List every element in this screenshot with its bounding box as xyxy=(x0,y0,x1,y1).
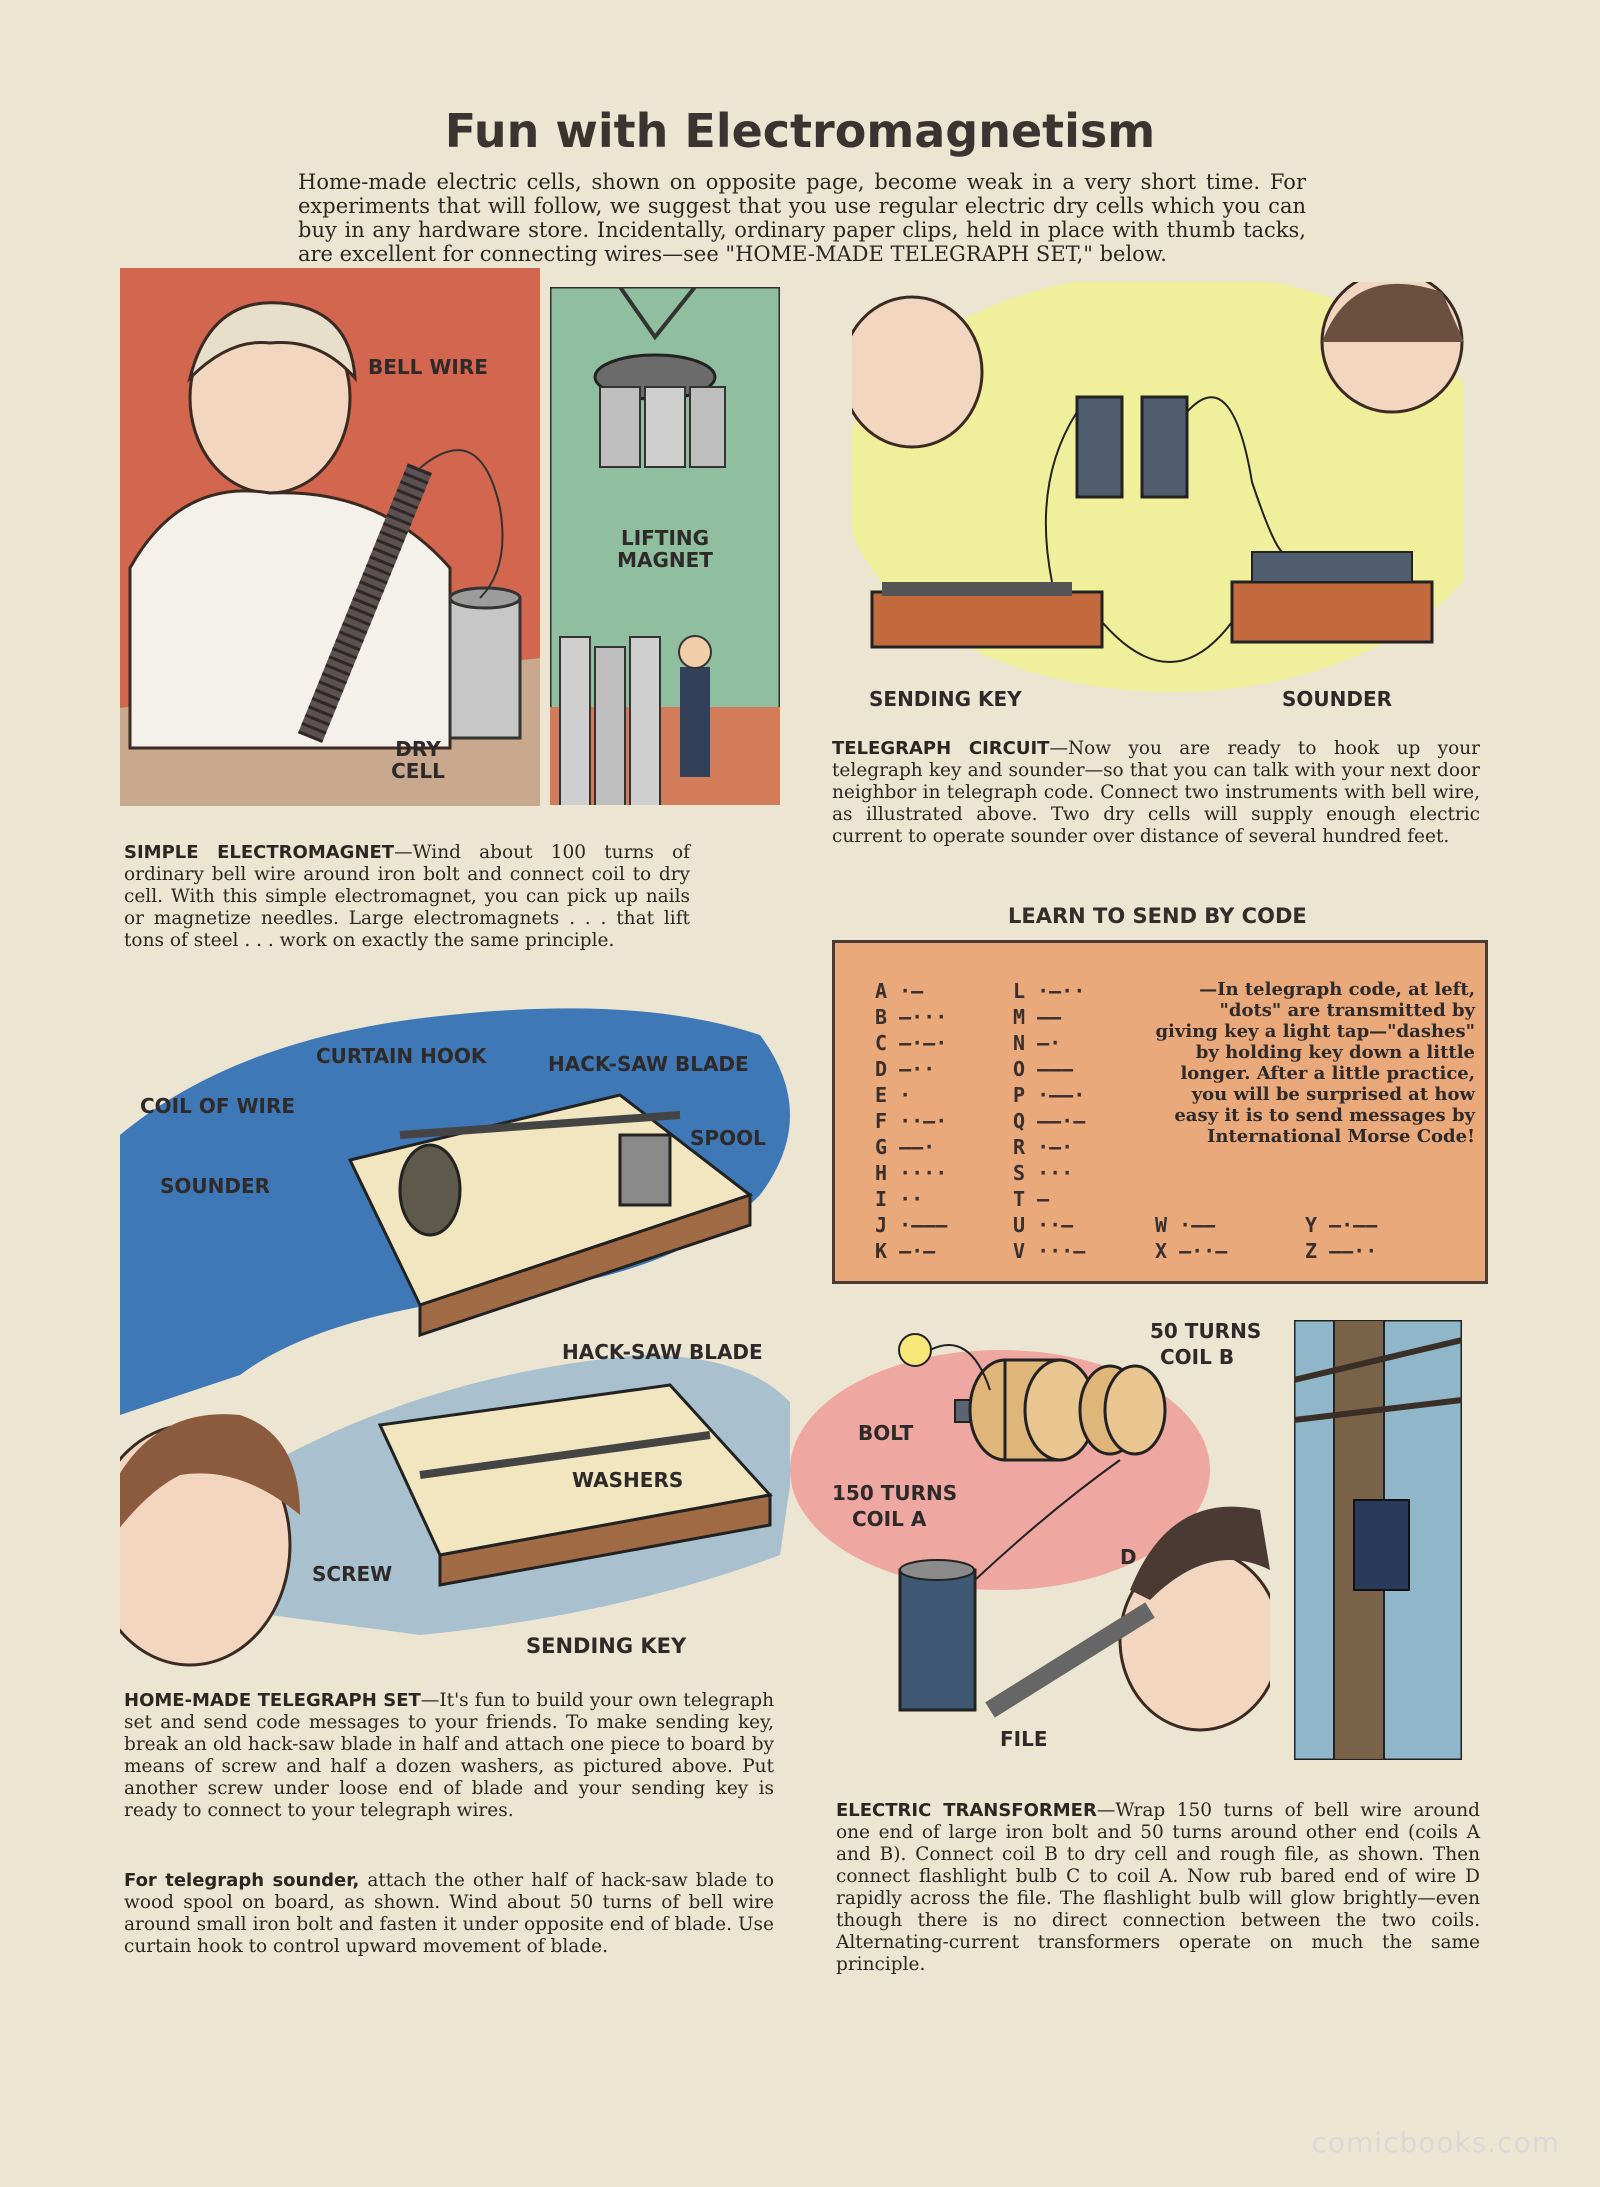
caption-head: HOME-MADE TELEGRAPH SET xyxy=(124,1690,421,1711)
label-bolt: BOLT xyxy=(858,1421,914,1445)
morse-letter: S xyxy=(1013,1161,1026,1185)
morse-code: ··· xyxy=(1025,1161,1074,1185)
label-150-turns: 150 TURNS xyxy=(832,1481,958,1505)
morse-code: · xyxy=(887,1083,912,1107)
morse-letter: J xyxy=(875,1213,888,1237)
caption-head: ELECTRIC TRANSFORMER xyxy=(836,1800,1097,1821)
morse-code: ···· xyxy=(887,1161,948,1185)
caption-body: —It's fun to build your own telegraph set and send code messages to your friends. To make sending key, break an old hack-saw blade in half and attach one piece to board by means of screw and half a dozen washers, as pictured above. Put another screw under loose end of blade and your sending key is ready to connect to your telegraph wires. xyxy=(124,1690,775,1821)
morse-entry-y xyxy=(1305,1215,1377,1235)
page-title: Fun with Electromagnetism xyxy=(444,104,1156,158)
caption-electric-transformer xyxy=(836,1800,1480,1976)
morse-code: —·· xyxy=(887,1057,936,1081)
morse-letter: K xyxy=(875,1239,888,1263)
morse-letter: B xyxy=(875,1005,888,1029)
label-sending-key: SENDING KEY xyxy=(526,1634,687,1658)
label-sending-key: SENDING KEY xyxy=(869,687,1022,711)
label-50-turns: 50 TURNS xyxy=(1150,1319,1262,1343)
morse-code: ··—· xyxy=(887,1109,948,1133)
morse-note: —In telegraph code, at left, "dots" are transmitted by giving key a light tap—"dashes" by holding key down a little longer. After a little practice, you will be surprised at how easy it is to send messages by International Morse Code! xyxy=(1155,979,1475,1147)
label-sounder: SOUNDER xyxy=(160,1174,271,1198)
morse-entry-r xyxy=(1013,1137,1073,1157)
morse-entry-s xyxy=(1013,1163,1073,1183)
caption-head: SIMPLE ELECTROMAGNET xyxy=(124,842,395,863)
morse-code: —·—— xyxy=(1317,1213,1378,1237)
morse-code: ·— xyxy=(887,979,924,1003)
morse-code: ——·· xyxy=(1317,1239,1378,1263)
morse-code: —·—· xyxy=(887,1031,948,1055)
label-coil-of-wire: COIL OF WIRE xyxy=(140,1094,296,1118)
caption-body: —Now you are ready to hook up your telegraph key and sounder—so that you can talk with your next door neighbor in telegraph code. Connect two instruments with bell wire, as illustrated above. Two dry cells will supply enough electric current to operate sounder over distance of several hundred feet. xyxy=(832,738,1481,847)
morse-entry-u xyxy=(1013,1215,1073,1235)
caption-head: TELEGRAPH CIRCUIT xyxy=(832,738,1050,759)
morse-code: ·· xyxy=(887,1187,924,1211)
telephone-pole-illustration xyxy=(1294,1320,1462,1760)
morse-letter: O xyxy=(1013,1057,1026,1081)
morse-letter: C xyxy=(875,1031,888,1055)
morse-letter: U xyxy=(1013,1213,1026,1237)
code-heading: LEARN TO SEND BY CODE xyxy=(1008,904,1307,928)
morse-entry-f xyxy=(875,1111,947,1131)
label-dry-cell: DRY CELL xyxy=(391,737,445,783)
morse-code: ··— xyxy=(1025,1213,1074,1237)
morse-letter: L xyxy=(1013,979,1026,1003)
morse-code: ——·— xyxy=(1025,1109,1086,1133)
morse-code: ·——· xyxy=(1025,1083,1086,1107)
label-d: D xyxy=(1120,1545,1137,1569)
morse-letter: Z xyxy=(1305,1239,1318,1263)
morse-entry-z xyxy=(1305,1241,1377,1261)
morse-entry-a xyxy=(875,981,923,1001)
morse-letter: X xyxy=(1155,1239,1168,1263)
label-hack-saw-blade-bottom: HACK-SAW BLADE xyxy=(562,1340,763,1364)
morse-code: —— xyxy=(1025,1005,1062,1029)
morse-letter: H xyxy=(875,1161,888,1185)
caption-body: —Wind about 100 turns of ordinary bell wire around iron bolt and connect coil to dry cell. With this simple electromagnet, you can pick up nails or magnetize needles. Large electromagnets . . . that lift tons of steel . . . work on exactly the same principle. xyxy=(124,842,690,951)
label-screw: SCREW xyxy=(312,1562,393,1586)
morse-code: —· xyxy=(1025,1031,1062,1055)
lifting-magnet-illustration xyxy=(550,287,780,805)
morse-entry-i xyxy=(875,1189,923,1209)
morse-entry-n xyxy=(1013,1033,1061,1053)
transformer-illustration xyxy=(790,1310,1270,1760)
morse-entry-t xyxy=(1013,1189,1049,1209)
morse-entry-g xyxy=(875,1137,935,1157)
morse-code: — xyxy=(1025,1187,1050,1211)
morse-letter: G xyxy=(875,1135,888,1159)
morse-entry-d xyxy=(875,1059,935,1079)
morse-letter: M xyxy=(1013,1005,1026,1029)
morse-entry-x xyxy=(1155,1241,1227,1261)
morse-code: ·—·· xyxy=(1025,979,1086,1003)
morse-letter: I xyxy=(875,1187,888,1211)
morse-letter: N xyxy=(1013,1031,1026,1055)
morse-entry-h xyxy=(875,1163,947,1183)
label-bell-wire: BELL WIRE xyxy=(368,355,488,379)
morse-code: ——· xyxy=(887,1135,936,1159)
morse-code: ——— xyxy=(1025,1057,1074,1081)
label-washers: WASHERS xyxy=(572,1468,684,1492)
telegraph-circuit-illustration xyxy=(852,282,1464,722)
morse-entry-o xyxy=(1013,1059,1073,1079)
morse-letter: R xyxy=(1013,1135,1026,1159)
two-boys-telegraph-drawing xyxy=(852,282,1464,722)
morse-code-table xyxy=(832,940,1488,1284)
morse-letter: T xyxy=(1013,1187,1026,1211)
morse-code: —··— xyxy=(1167,1239,1228,1263)
label-curtain-hook: CURTAIN HOOK xyxy=(316,1044,487,1068)
boy-with-electromagnet-drawing xyxy=(120,268,540,806)
morse-entry-e xyxy=(875,1085,911,1105)
label-spool: SPOOL xyxy=(690,1126,766,1150)
morse-letter: Y xyxy=(1305,1213,1318,1237)
label-sounder: SOUNDER xyxy=(1282,687,1393,711)
label-hack-saw-blade-top: HACK-SAW BLADE xyxy=(548,1052,749,1076)
morse-code: ···— xyxy=(1025,1239,1086,1263)
caption-body: —Wrap 150 turns of bell wire around one end of large iron bolt and 50 turns around other end (coils A and B). Connect coil B to dry cell and rough file, as shown. Then connect flashlight bulb C to coil A. Now rub bared end of wire D rapidly across the file. The flashlight bulb will glow brightly—even though there is no direct connection between the two coils. Alternating-current transformers operate on much the same principle. xyxy=(836,1800,1480,1975)
morse-entry-k xyxy=(875,1241,935,1261)
morse-entry-p xyxy=(1013,1085,1085,1105)
morse-letter: A xyxy=(875,979,888,1003)
morse-entry-l xyxy=(1013,981,1085,1001)
morse-entry-c xyxy=(875,1033,947,1053)
morse-letter: P xyxy=(1013,1083,1026,1107)
electromagnet-illustration xyxy=(120,268,540,806)
morse-entry-b xyxy=(875,1007,947,1027)
morse-code: ·—· xyxy=(1025,1135,1074,1159)
telephone-pole-drawing xyxy=(1294,1320,1462,1760)
caption-head: For telegraph sounder, xyxy=(124,1870,360,1891)
morse-code: ·—— xyxy=(1167,1213,1216,1237)
morse-letter: D xyxy=(875,1057,888,1081)
morse-letter: Q xyxy=(1013,1109,1026,1133)
morse-entry-q xyxy=(1013,1111,1085,1131)
label-coil-b: COIL B xyxy=(1160,1345,1235,1369)
morse-code: ·——— xyxy=(887,1213,948,1237)
caption-telegraph-sounder xyxy=(124,1870,774,1958)
transformer-drawing xyxy=(790,1310,1270,1760)
label-file: FILE xyxy=(1000,1727,1048,1751)
morse-entry-v xyxy=(1013,1241,1085,1261)
watermark: comicbooks.com xyxy=(1311,2126,1560,2159)
morse-entry-j xyxy=(875,1215,947,1235)
caption-simple-electromagnet xyxy=(124,842,690,952)
intro-paragraph: Home-made electric cells, shown on opposite page, become weak in a very short time. For experiments that will follow, we suggest that you use regular electric dry cells which you can buy in any hardware store. Incidentally, ordinary paper clips, held in place with thumb tacks, are excellent for connecting wires—see "HOME-MADE TELEGRAPH SET," below. xyxy=(298,170,1306,266)
morse-letter: V xyxy=(1013,1239,1026,1263)
morse-code: —··· xyxy=(887,1005,948,1029)
morse-code: —·— xyxy=(887,1239,936,1263)
morse-letter: W xyxy=(1155,1213,1168,1237)
morse-entry-w xyxy=(1155,1215,1215,1235)
morse-entry-m xyxy=(1013,1007,1061,1027)
caption-telegraph-circuit xyxy=(832,738,1480,848)
label-lifting-magnet: LIFTING MAGNET xyxy=(617,526,713,572)
label-coil-a: COIL A xyxy=(852,1507,927,1531)
telegraph-set-illustration xyxy=(120,995,810,1670)
caption-telegraph-set xyxy=(124,1690,774,1822)
caption-body: attach the other half of hack-saw blade to wood spool on board, as shown. Wind about 50 turns of bell wire around small iron bolt and fasten it under opposite end of blade. Use curtain hook to control upward movement of blade. xyxy=(124,1870,774,1957)
morse-letter: F xyxy=(875,1109,888,1133)
morse-letter: E xyxy=(875,1083,888,1107)
